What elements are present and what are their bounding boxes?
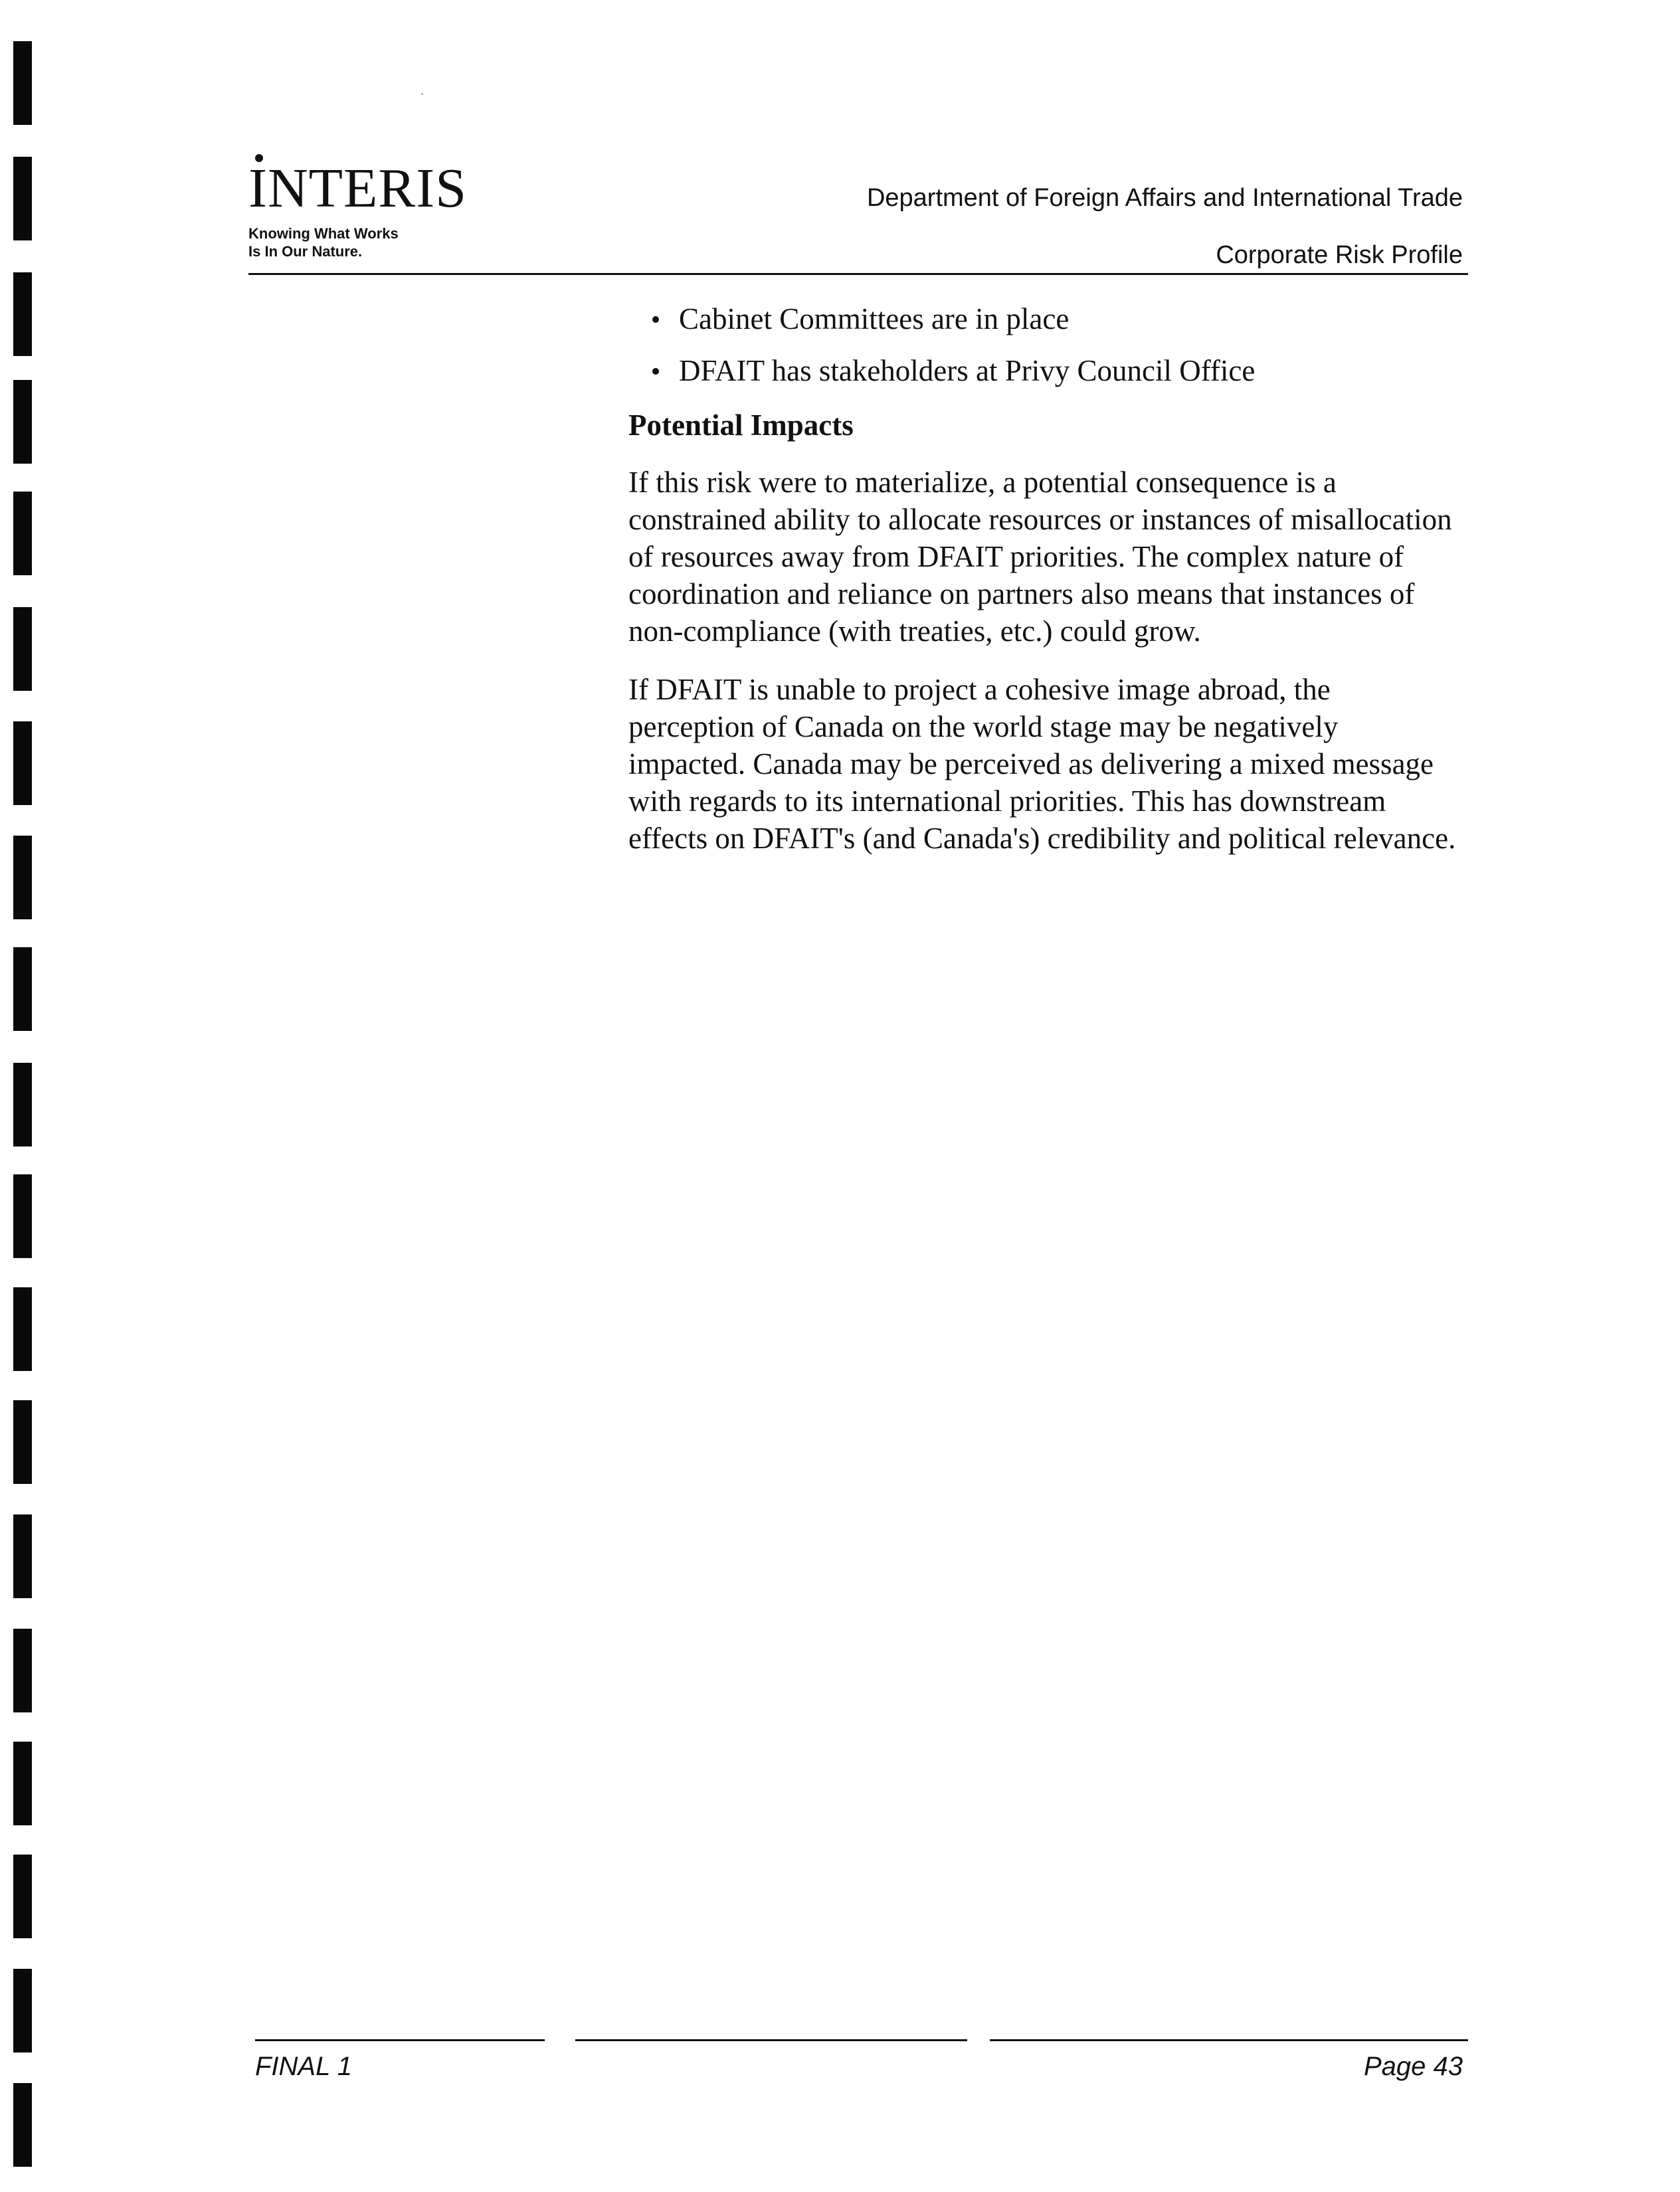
paragraph: If DFAIT is unable to project a cohesive image abroad, the perception of Canada on the world stage may be negatively impacted. Canada may be perceived as delivering a mixed message with regards to its international priorities. This has downstream effects on DFAIT's (and Canada's) credibility and political relevance. (628, 673, 1456, 855)
binder-mark (13, 380, 32, 464)
binder-mark (13, 607, 32, 691)
paragraph: If this risk were to materialize, a potential consequence is a constrained ability to allocate resources or instances of misallocation of resources away from DFAIT priorities. The complex nature of coordination and reliance on partners also means that instances of non-compliance (with treaties, etc.) could grow. (628, 466, 1452, 648)
bullet-list (628, 300, 1468, 389)
bullet-text: Cabinet Committees are in place (679, 302, 1070, 335)
scan-speck (421, 93, 423, 95)
binder-mark (13, 1287, 32, 1371)
list-item (628, 300, 1468, 337)
binder-mark (13, 1400, 32, 1484)
binder-mark (13, 2083, 32, 2167)
logo-name: INTERIS (248, 157, 467, 219)
binder-mark (13, 947, 32, 1031)
footer-status: FINAL 1 (255, 2052, 352, 2081)
binder-mark (13, 1969, 32, 2053)
binder-mark (13, 721, 32, 805)
header-department: Department of Foreign Affairs and International Trade (866, 184, 1463, 212)
interis-logo (248, 158, 468, 271)
binder-mark (13, 1514, 32, 1598)
bullet-icon (652, 316, 659, 323)
logo-tagline: Knowing What Works Is In Our Nature. (248, 225, 399, 260)
section-heading: Potential Impacts (628, 409, 854, 442)
list-item (628, 352, 1468, 389)
footer-rule-segment (255, 2039, 545, 2041)
binder-mark (13, 41, 32, 125)
binder-mark (13, 1174, 32, 1258)
binder-mark (13, 492, 32, 575)
binder-mark (13, 836, 32, 919)
bullet-text: DFAIT has stakeholders at Privy Council Office (679, 354, 1256, 387)
binder-mark (13, 1855, 32, 1938)
binder-mark (13, 272, 32, 356)
binder-mark (13, 1063, 32, 1146)
binder-mark (13, 1629, 32, 1712)
footer-rule-segment (990, 2039, 1468, 2041)
page-number: Page 43 (1363, 2052, 1463, 2081)
footer-rule-segment (575, 2039, 967, 2041)
header-divider (248, 273, 1468, 275)
binder-mark (13, 1742, 32, 1825)
binder-mark (13, 157, 32, 240)
header-document-title: Corporate Risk Profile (1216, 241, 1463, 269)
bullet-icon (652, 368, 659, 375)
page-content (628, 300, 1468, 878)
